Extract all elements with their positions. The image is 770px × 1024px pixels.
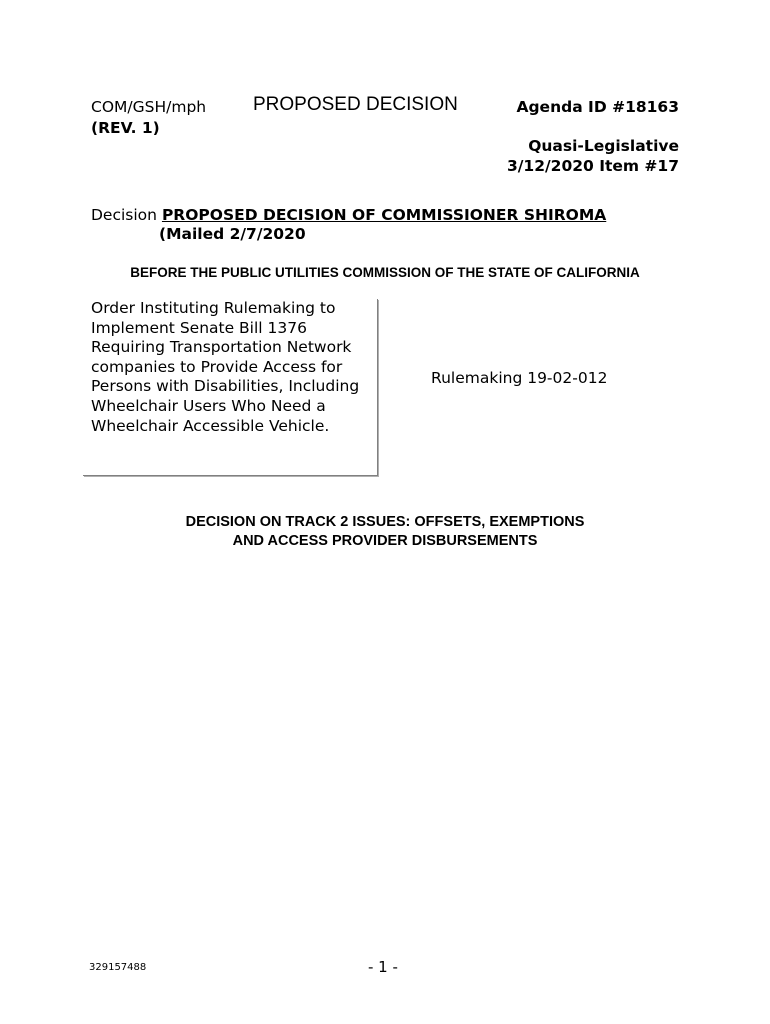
decision-title-line-1: DECISION ON TRACK 2 ISSUES: OFFSETS, EXEMPTIONS [185,514,585,530]
revision-label: (REV. 1) [91,119,160,137]
meeting-item: 3/12/2020 Item #17 [506,157,679,175]
mailed-date: (Mailed 2/7/2020 [159,225,306,243]
decision-title [0,513,770,551]
decision-heading: PROPOSED DECISION OF COMMISSIONER SHIROMA [161,206,607,224]
header-left-block [91,97,206,139]
decision-line [91,205,606,225]
header-right-block [507,97,679,176]
decision-title-line-2: AND ACCESS PROVIDER DISBURSEMENTS [232,533,538,549]
proceeding-number: Rulemaking 19-02-012 [431,369,608,387]
order-instituting-text: Order Instituting Rulemaking to Implement Senate Bill 1376 Requiring Transportation Network companies to Provide Access for Persons with Disabilities, Including Wheelchair Users Who Need a Wheelchair Accessible Vehicle. [91,299,360,435]
document-number: 329157488 [89,962,147,973]
decision-prefix: Decision [91,206,157,224]
document-type-heading: PROPOSED DECISION [253,94,458,115]
page-number: - 1 - [368,958,398,976]
proceeding-type: Quasi-Legislative [528,137,679,155]
caption-box [83,299,378,476]
agenda-id: Agenda ID #18163 [516,98,679,116]
office-code: COM/GSH/mph [91,98,207,116]
forum-heading: BEFORE THE PUBLIC UTILITIES COMMISSION OF THE STATE OF CALIFORNIA [130,265,640,280]
